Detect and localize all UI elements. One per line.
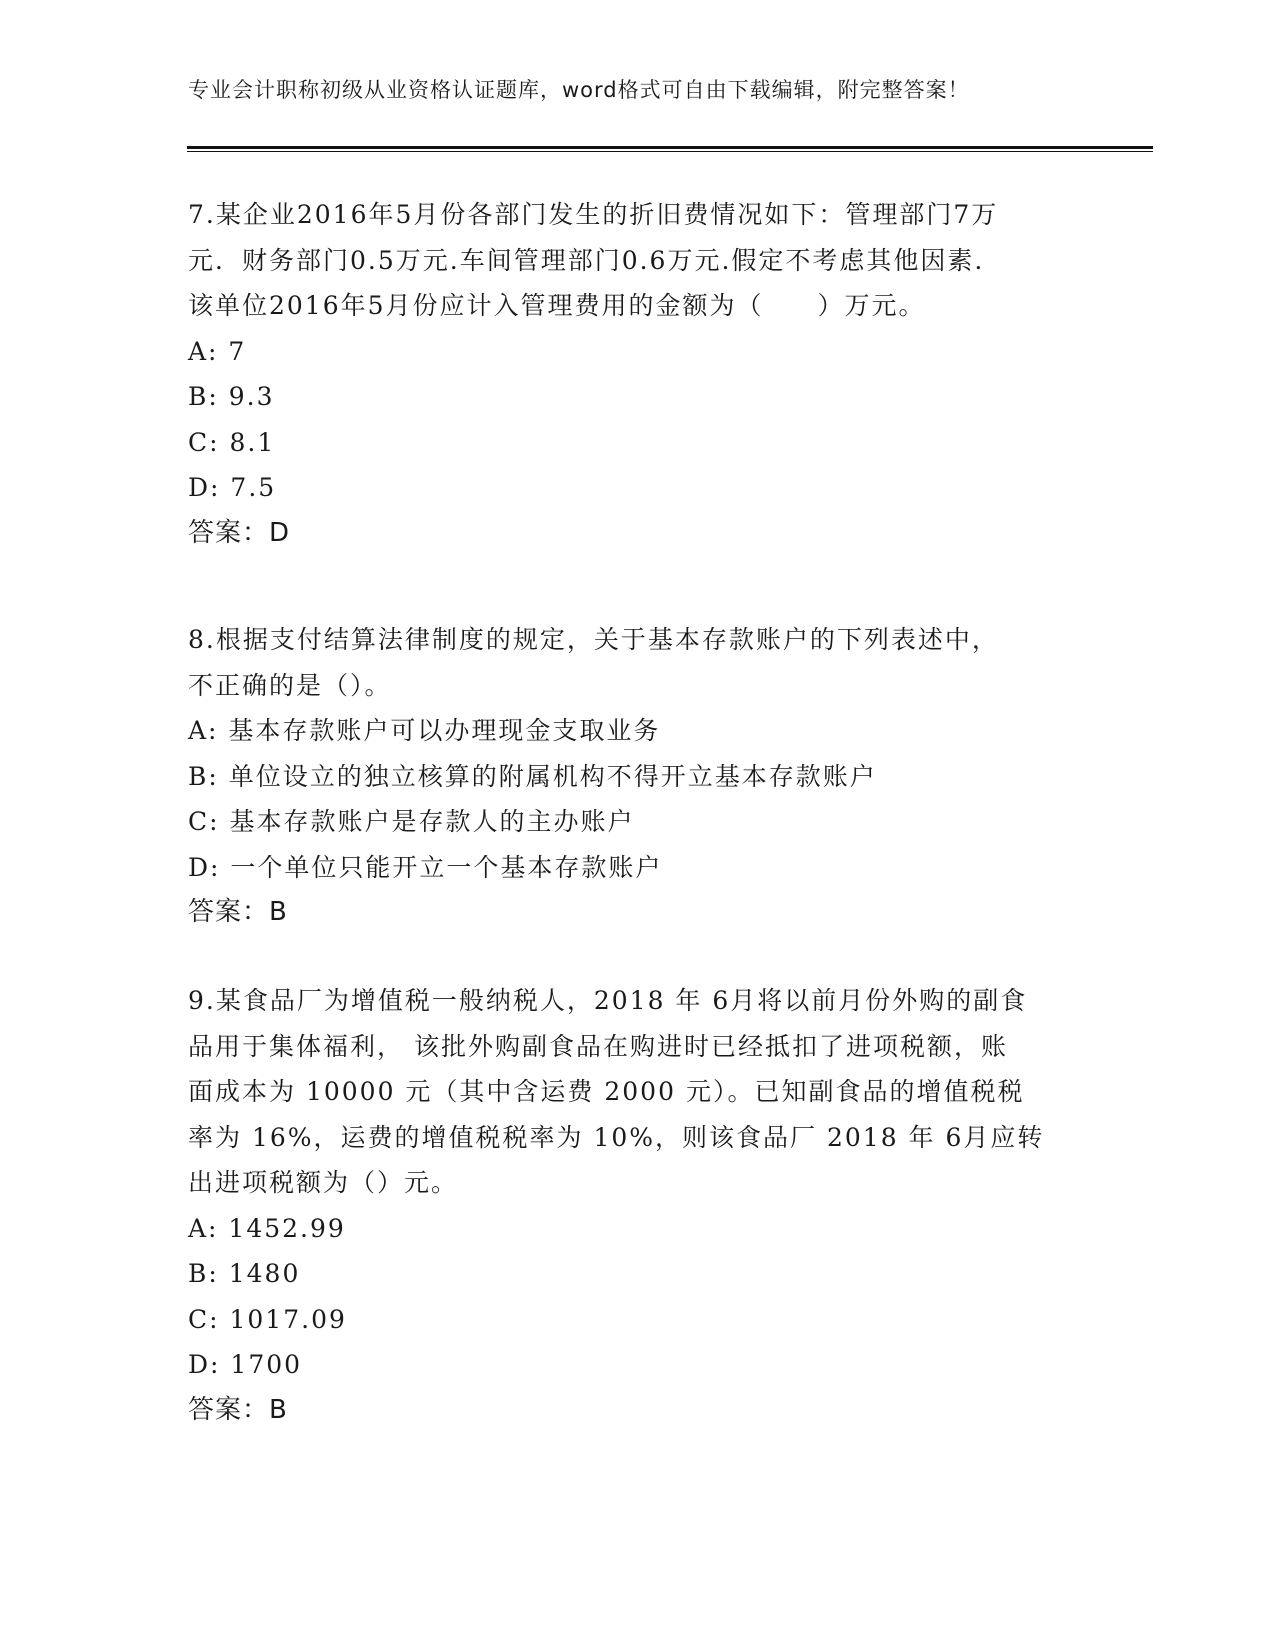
answer-line: 答案：D (188, 517, 291, 548)
question-text-line: 7.某企业2016年5月份各部门发生的折旧费情况如下：管理部门7万 (188, 200, 999, 229)
page-header: 专业会计职称初级从业资格认证题库，word格式可自由下载编辑，附完整答案！ (188, 78, 970, 102)
question-text-line: 元．财务部门0.5万元.车间管理部门0.6万元.假定不考虑其他因素. (188, 245, 985, 275)
question-text-line: 面成本为 10000 元（其中含运费 2000 元）。已知副食品的增值税税 (188, 1077, 1025, 1106)
question-8 (188, 617, 1088, 936)
header-divider-thick (187, 146, 1153, 149)
question-text-line: 8.根据支付结算法律制度的规定，关于基本存款账户的下列表述中， (188, 625, 999, 654)
header-divider-thin (187, 151, 1153, 152)
question-text-line: 不正确的是（）。 (188, 670, 392, 700)
question-7 (188, 192, 1088, 556)
question-text-line: 品用于集体福利， 该批外购副食品在购进时已经抵扣了进项税额，账 (188, 1031, 1008, 1061)
option-b: B: 单位设立的独立核算的附属机构不得开立基本存款账户 (188, 761, 877, 791)
question-text-line: 率为 16%，运费的增值税税率为 10%，则该食品厂 2018 年 6月应转 (188, 1122, 1045, 1152)
option-d: D: 1700 (188, 1350, 303, 1379)
question-text-line: 9.某食品厂为增值税一般纳税人，2018 年 6月将以前月份外购的副食 (188, 986, 1028, 1015)
answer-line: 答案：B (188, 1394, 288, 1425)
question-text-line: 该单位2016年5月份应计入管理费用的金额为（ ）万元。 (188, 291, 926, 320)
option-a: A: 基本存款账户可以办理现金支取业务 (188, 716, 661, 745)
option-a: A: 1452.99 (188, 1213, 346, 1243)
option-b: B: 9.3 (188, 382, 275, 411)
question-9 (188, 978, 1088, 1433)
option-b: B: 1480 (188, 1259, 301, 1288)
option-a: A: 7 (188, 336, 247, 366)
question-text-line: 出进项税额为（）元。 (188, 1168, 459, 1197)
option-c: C: 8.1 (188, 427, 276, 457)
answer-line: 答案：B (188, 897, 288, 927)
option-c: C: 基本存款账户是存款人的主办账户 (188, 807, 635, 836)
option-c: C: 1017.09 (188, 1304, 347, 1334)
option-d: D: 7.5 (188, 473, 277, 502)
option-d: D: 一个单位只能开立一个基本存款账户 (188, 852, 663, 882)
